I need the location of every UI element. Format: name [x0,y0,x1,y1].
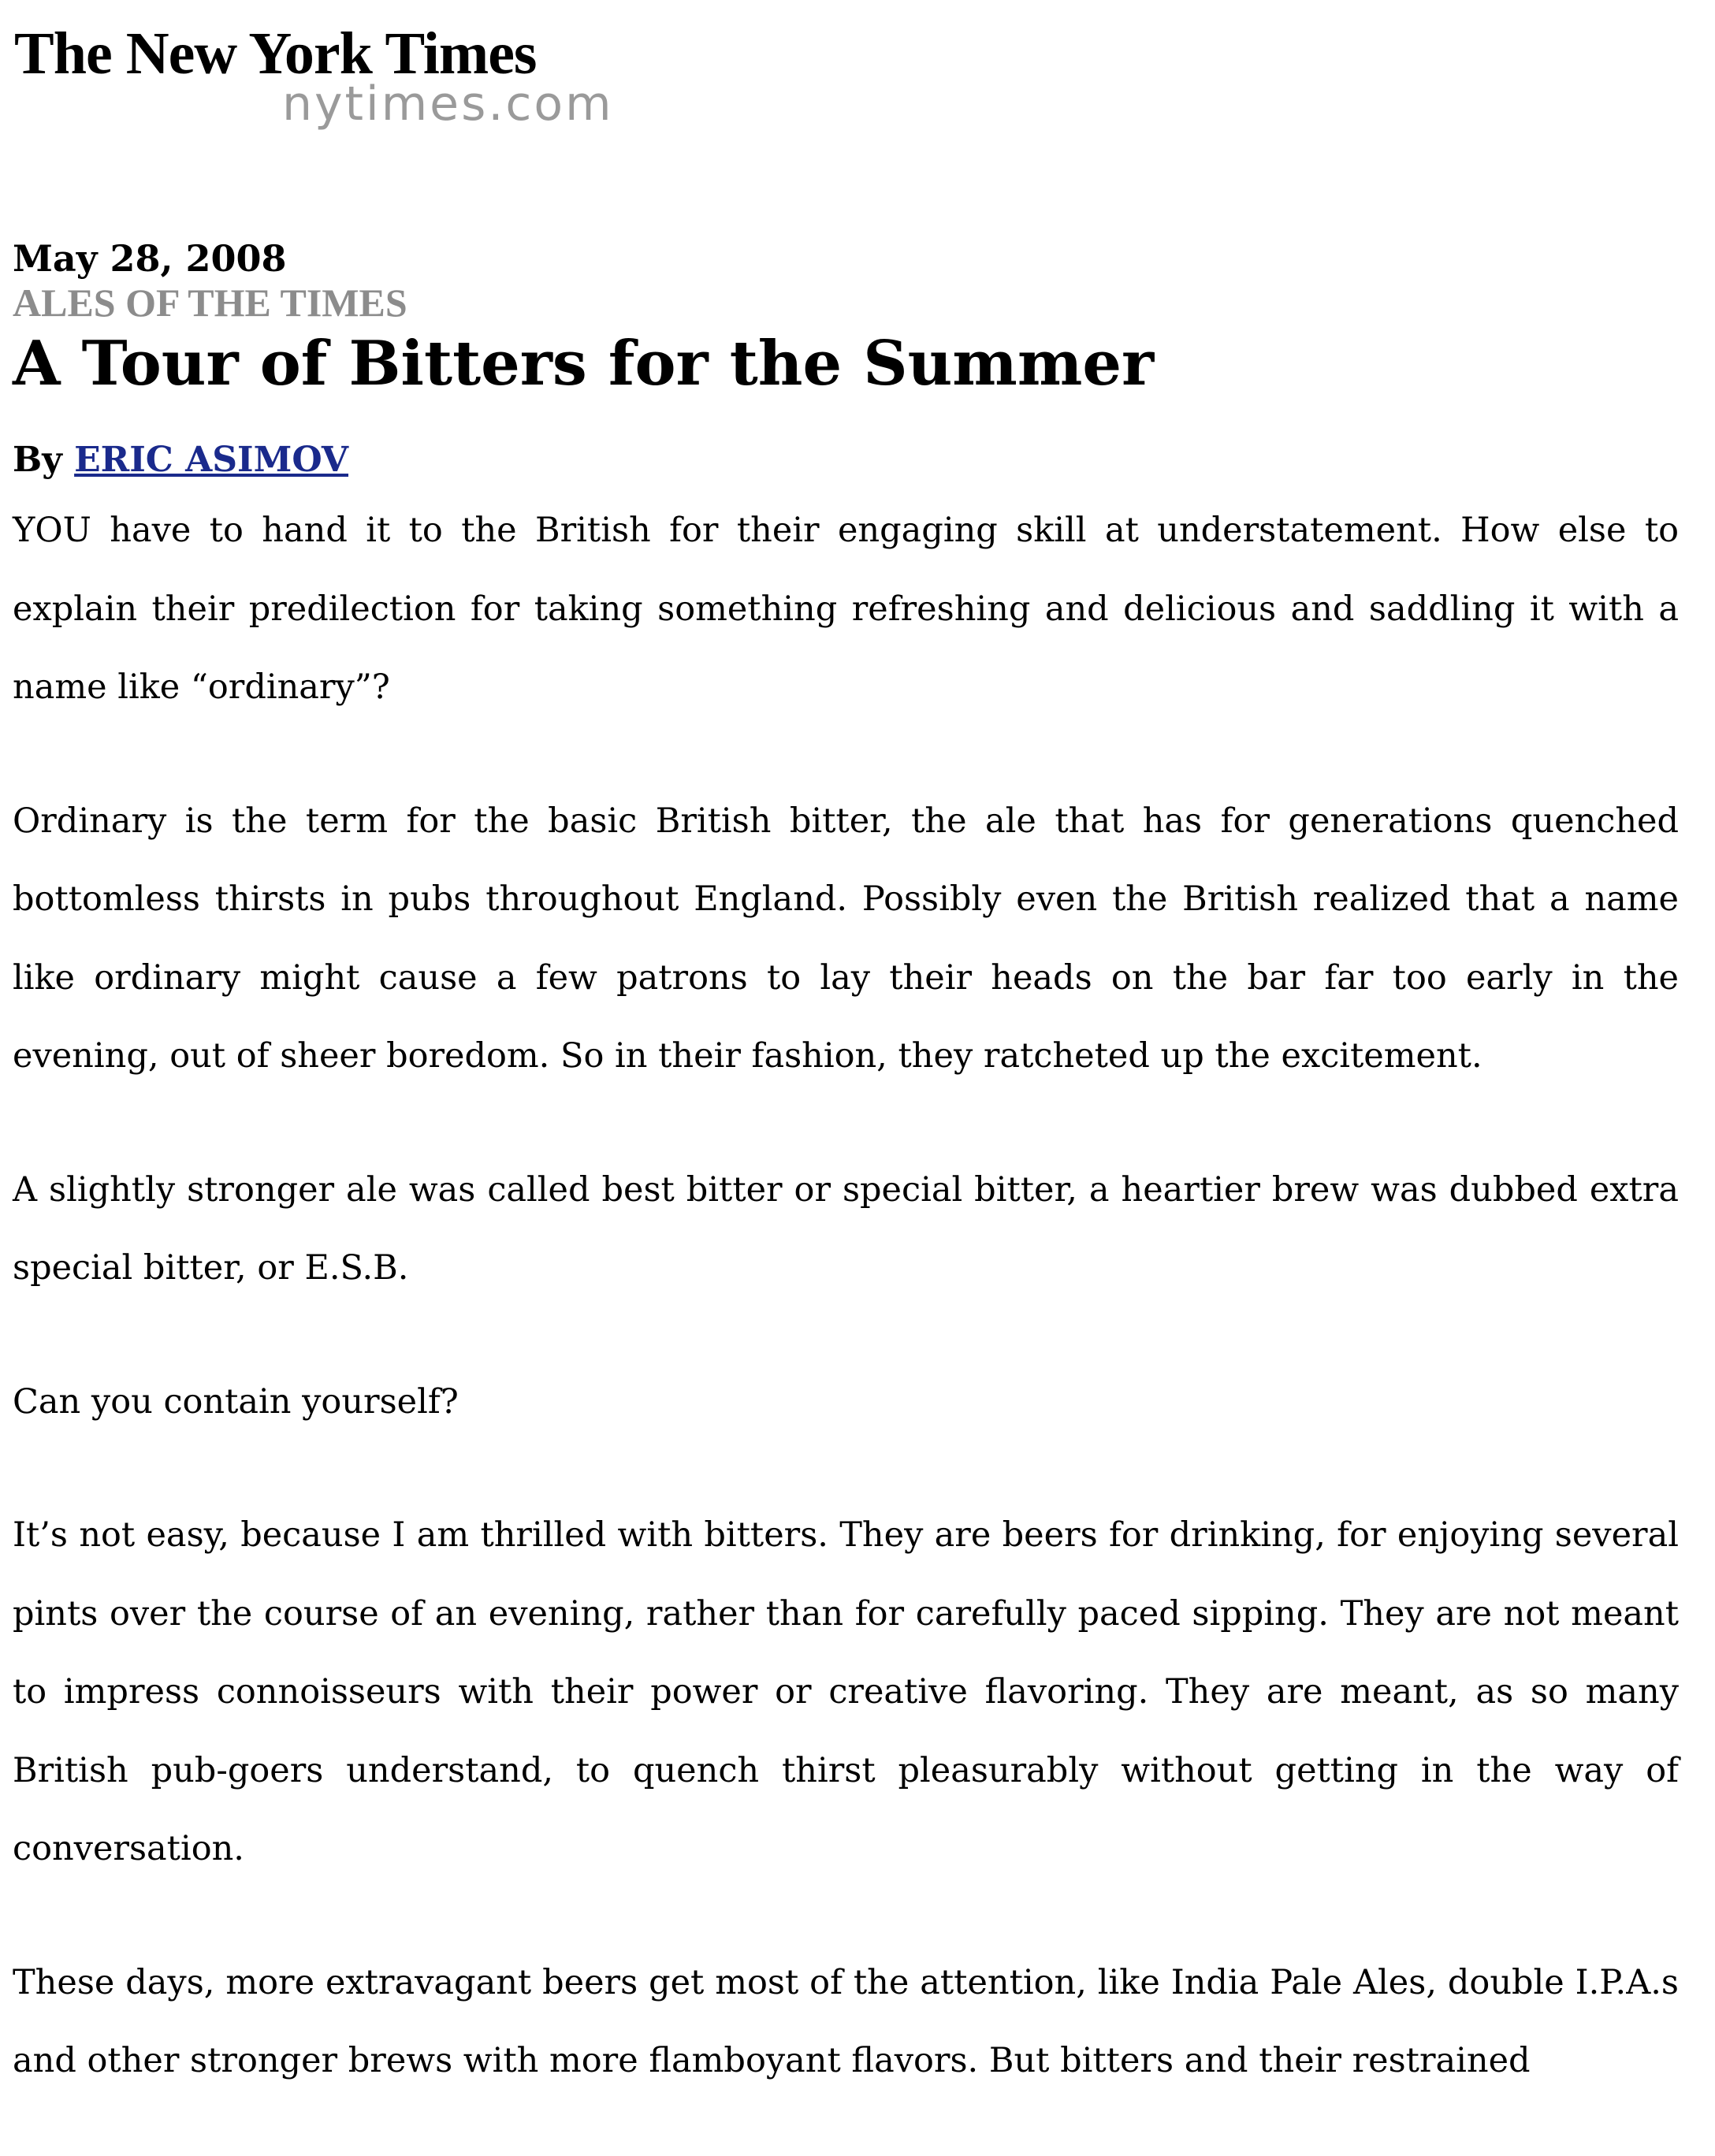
article-date: May 28, 2008 [13,237,287,280]
article-paragraph: Ordinary is the term for the basic British bitter, the ale that has for generations quenched bottomless thirsts in pubs throughout England. Possibly even the British realized that a name like ordinary might cause a few patrons to lay their heads on the bar far too early in the evening, out of sheer boredom. So in their fashion, they ratcheted up the excitement. [13,801,1679,1076]
author-link[interactable]: ERIC ASIMOV [74,440,349,480]
masthead-domain: nytimes.com [282,76,614,132]
article-paragraph: These days, more extravagant beers get most of the attention, like India Pale Ales, double I.P.A.s and other stronger brews with more flamboyant flavors. But bitters and their restrained [13,1962,1679,2080]
article-headline: A Tour of Bitters for the Summer [13,328,1155,400]
article-paragraph: It’s not easy, because I am thrilled with bitters. They are beers for drinking, for enjoying several pints over the course of an evening, rather than for carefully paced sipping. They are not meant to impress connoisseurs with their power or creative flavoring. They are meant, as so many British pub-goers understand, to quench thirst pleasurably without getting in the way of conversation. [13,1515,1679,1868]
article-paragraph: YOU have to hand it to the British for their engaging skill at understatement. How else to explain their predilection for taking something refreshing and delicious and saddling it with a name like “ordinary”? [13,511,1679,707]
article-kicker: ALES OF THE TIMES [13,281,407,325]
byline-prefix: By [13,440,62,480]
masthead-logo[interactable] [14,20,660,142]
article-paragraph: A slightly stronger ale was called best bitter or special bitter, a heartier brew was dubbed extra special bitter, or E.S.B. [13,1169,1679,1288]
masthead-name: The New York Times [14,20,537,87]
article [13,236,1679,2156]
byline [13,437,1679,484]
article-paragraph: Can you contain yourself? [13,1381,459,1422]
